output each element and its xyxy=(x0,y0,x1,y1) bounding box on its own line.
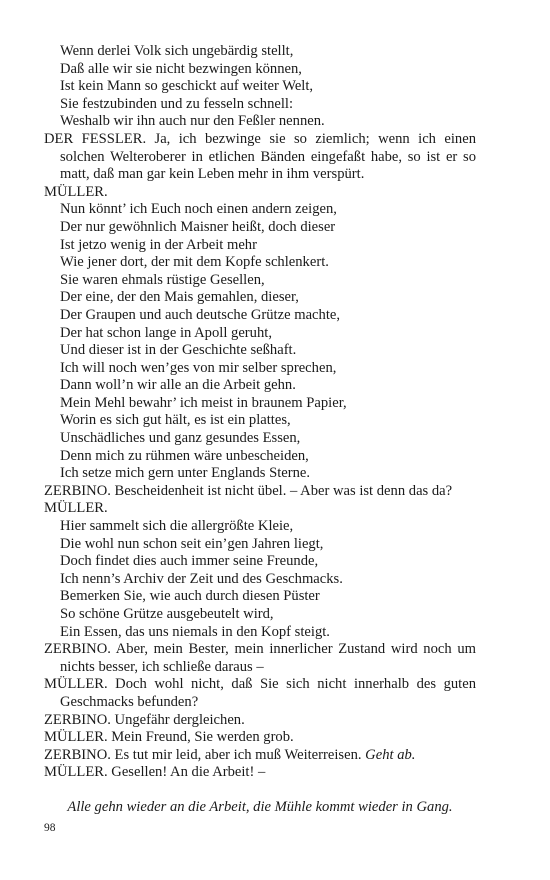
verse-line: Sie waren ehmals rüstige Gesellen, xyxy=(60,271,265,288)
stage-direction: Alle gehn wieder an die Arbeit, die Mühle kommt wieder in Gang. xyxy=(67,798,453,815)
verse-line: Der hat schon lange in Apoll geruht, xyxy=(60,324,272,341)
verse-line: Ich will noch wen’ges von mir selber sprechen, xyxy=(60,359,337,376)
verse-line: Ist jetzo wenig in der Arbeit mehr xyxy=(60,236,257,253)
verse-line: Ein Essen, das uns niemals in den Kopf steigt. xyxy=(60,623,330,640)
verse-line: Die wohl nun schon seit ein’gen Jahren liegt, xyxy=(60,535,324,552)
verse-line: Sie festzubinden und zu fesseln schnell: xyxy=(60,95,294,112)
speech-paragraph: MÜLLER. Gesellen! An die Arbeit! – xyxy=(44,764,266,781)
verse-line: Hier sammelt sich die allergrößte Kleie, xyxy=(60,518,294,535)
speech-paragraph: ZERBINO. Aber, mein Bester, mein innerlicher Zustand wird noch um nichts besser, ich schließe daraus – xyxy=(44,641,476,675)
page-text xyxy=(44,43,476,817)
verse-line: Daß alle wir sie nicht bezwingen können, xyxy=(60,60,302,77)
speech-paragraph: MÜLLER. Mein Freund, Sie werden grob. xyxy=(44,729,294,746)
page-number: 98 xyxy=(44,822,56,834)
speech-paragraph: ZERBINO. Es tut mir leid, aber ich muß Weiterreisen. Geht ab. xyxy=(44,746,416,763)
verse-line: So schöne Grütze ausgebeutelt wird, xyxy=(60,606,274,622)
verse-line: Doch findet dies auch immer seine Freunde, xyxy=(60,553,319,570)
verse-line: Wie jener dort, der mit dem Kopfe schlenkert. xyxy=(60,254,329,271)
verse-line: Der Graupen und auch deutsche Grütze machte, xyxy=(60,306,340,323)
speaker-heading: MÜLLER. xyxy=(44,183,108,200)
verse-line: Ist kein Mann so geschickt auf weiter Welt, xyxy=(60,78,314,95)
speech-paragraph: ZERBINO. Ungefähr dergleichen. xyxy=(44,711,245,728)
verse-line: Denn mich zu rühmen wäre unbescheiden, xyxy=(60,447,309,464)
verse-line: Und dieser ist in der Geschichte seßhaft. xyxy=(60,342,297,359)
verse-line: Worin es sich gut hält, es ist ein plattes, xyxy=(60,412,291,429)
verse-line: Mein Mehl bewahr’ ich meist in braunem Papier, xyxy=(60,394,347,411)
verse-line: Dann woll’n wir alle an die Arbeit gehn. xyxy=(60,377,296,394)
verse-line: Bemerken Sie, wie auch durch diesen Püster xyxy=(60,588,320,605)
verse-line: Ich setze mich gern unter Englands Sterne. xyxy=(60,465,311,482)
verse-line: Wenn derlei Volk sich ungebärdig stellt, xyxy=(60,43,294,59)
verse-line: Nun könnt’ ich Euch noch einen andern zeigen, xyxy=(60,201,337,218)
speaker-heading: MÜLLER. xyxy=(44,500,108,517)
speech-paragraph: DER FESSLER. Ja, ich bezwinge sie so ziemlich; wenn ich einen solchen Welteroberer in etlichen Bänden eingefaßt habe, so ist er so matt, daß man gar kein Leben mehr in ihm verspürt. xyxy=(44,130,476,183)
inline-stage-direction: Geht ab. xyxy=(365,746,416,763)
verse-line: Der eine, der den Mais gemahlen, dieser, xyxy=(60,289,299,306)
speech-paragraph: MÜLLER. Doch wohl nicht, daß Sie sich nicht innerhalb des guten Geschmacks befunden? xyxy=(44,676,476,710)
verse-line: Ich nenn’s Archiv der Zeit und des Geschmacks. xyxy=(60,570,343,587)
verse-line: Weshalb wir ihn auch nur den Feßler nennen. xyxy=(60,113,325,130)
verse-line: Der nur gewöhnlich Maisner heißt, doch dieser xyxy=(60,218,336,235)
speech-paragraph: ZERBINO. Bescheidenheit ist nicht übel. – Aber was ist denn das da? xyxy=(44,482,453,499)
verse-line: Unschädliches und ganz gesundes Essen, xyxy=(60,430,301,447)
